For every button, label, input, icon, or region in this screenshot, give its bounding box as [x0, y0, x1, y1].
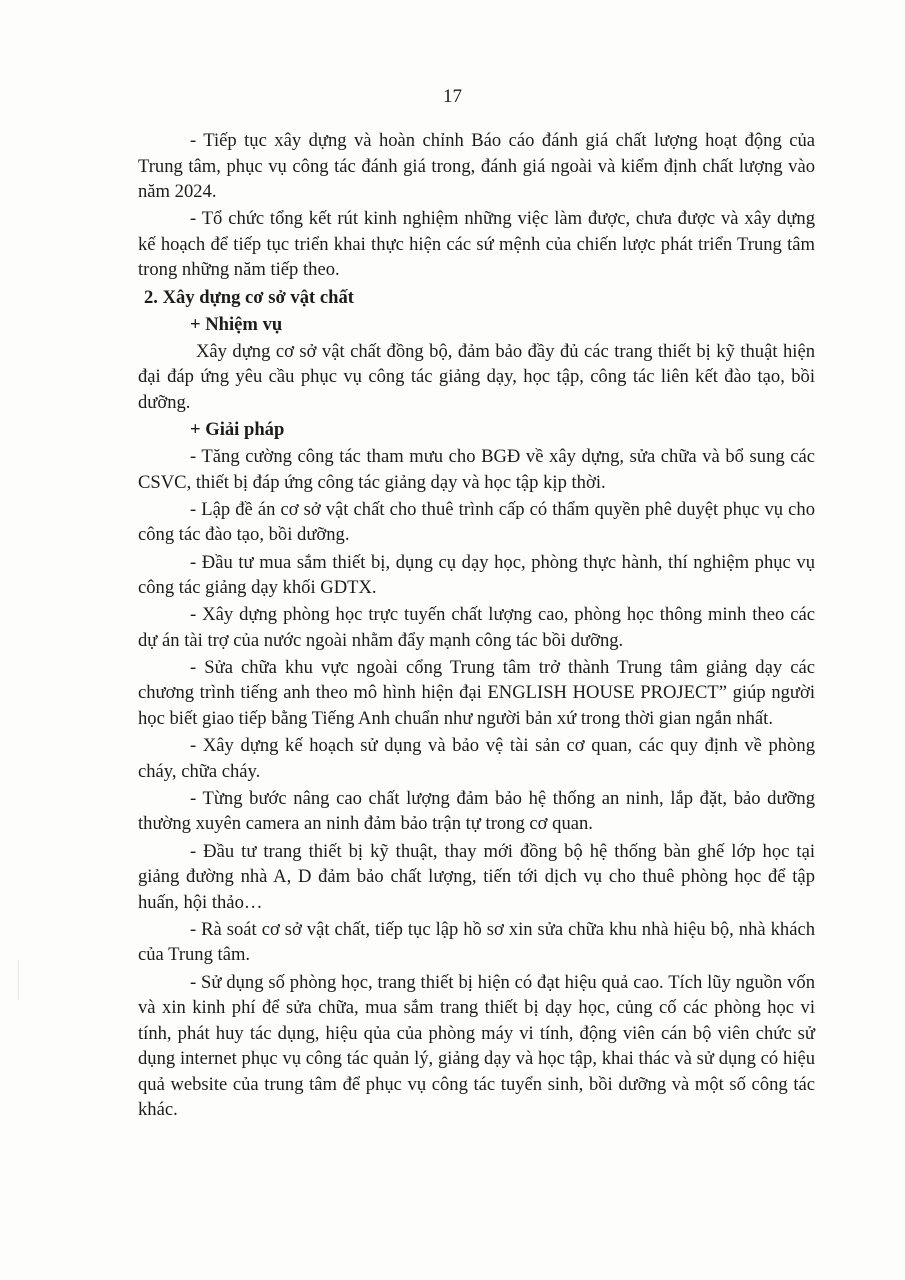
solution-item: - Từng bước nâng cao chất lượng đảm bảo hệ thống an ninh, lắp đặt, bảo dưỡng thường xuyên camera an ninh đảm bảo trận tự trong cơ quan.: [138, 787, 815, 835]
task-text: Xây dựng cơ sở vật chất đồng bộ, đảm bảo đầy đủ các trang thiết bị kỹ thuật hiện đại đáp ứng yêu cầu phục vụ công tác giảng dạy, học tập, công tác liên kết đào tạo, bồi dưỡng.: [138, 340, 815, 413]
page-number: 17: [443, 86, 462, 107]
body-paragraph: - Tiếp tục xây dựng và hoàn chỉnh Báo cáo đánh giá chất lượng hoạt động của Trung tâm, phục vụ công tác đánh giá trong, đánh giá ngoài và kiểm định chất lượng vào năm 2024.: [138, 130, 815, 203]
section-heading: 2. Xây dựng cơ sở vật chất: [144, 286, 354, 308]
solution-item: - Sửa chữa khu vực ngoài cổng Trung tâm trở thành Trung tâm giảng dạy các chương trình tiếng anh theo mô hình hiện đại ENGLISH HOUSE PROJECT” giúp người học biết giao tiếp bằng Tiếng Anh chuẩn như người bản xứ trong thời gian ngắn nhất.: [138, 656, 815, 730]
scan-edge-mark: [18, 960, 19, 1000]
solution-item: - Xây dựng phòng học trực tuyến chất lượng cao, phòng học thông minh theo các dự án tài trợ của nước ngoài nhằm đẩy mạnh công tác bồi dưỡng.: [138, 604, 815, 651]
solution-item: - Sử dụng số phòng học, trang thiết bị hiện có đạt hiệu quả cao. Tích lũy nguồn vốn và xin kinh phí để sửa chữa, mua sắm trang thiết bị dạy học, củng cố các phòng học vi tính, phát huy tác dụng, hiệu qủa của phòng máy vi tính, động viên cán bộ viên chức sử dụng internet phục vụ công tác quản lý, giảng dạy và học tập, khai thác và sử dụng có hiệu quả website của trung tâm để phục vụ công tác tuyển sinh, bồi dưỡng và một số công tác khác.: [138, 971, 815, 1121]
solution-item: - Lập đề án cơ sở vật chất cho thuê trình cấp có thẩm quyền phê duyệt phục vụ cho công tác đào tạo, bồi dưỡng.: [138, 498, 815, 546]
solution-item: - Đầu tư mua sắm thiết bị, dụng cụ dạy học, phòng thực hành, thí nghiệm phục vụ công tác giảng dạy khối GDTX.: [138, 551, 815, 599]
solution-item: - Xây dựng kế hoạch sử dụng và bảo vệ tài sản cơ quan, các quy định về phòng cháy, chữa cháy.: [138, 735, 815, 782]
page-body: [138, 128, 815, 1125]
task-heading: + Nhiệm vụ: [190, 313, 283, 335]
solution-item: - Đầu tư trang thiết bị kỹ thuật, thay mới đồng bộ hệ thống bàn ghế lớp học tại giảng đường nhà A, D đảm bảo chất lượng, tiến tới dịch vụ cho thuê phòng học để tập huấn, hội thảo…: [138, 840, 815, 913]
body-paragraph: - Tổ chức tổng kết rút kinh nghiệm những việc làm được, chưa được và xây dựng kế hoạch để tiếp tục triển khai thực hiện các sứ mệnh của chiến lược phát triển Trung tâm trong những năm tiếp theo.: [138, 208, 815, 281]
solution-item: - Rà soát cơ sở vật chất, tiếp tục lập hồ sơ xin sửa chữa khu nhà hiệu bộ, nhà khách của Trung tâm.: [138, 918, 815, 966]
solution-item: - Tăng cường công tác tham mưu cho BGĐ về xây dựng, sửa chữa và bổ sung các CSVC, thiết bị đáp ứng công tác giảng dạy và học tập kịp thời.: [138, 446, 815, 493]
solution-heading: + Giải pháp: [190, 419, 285, 441]
